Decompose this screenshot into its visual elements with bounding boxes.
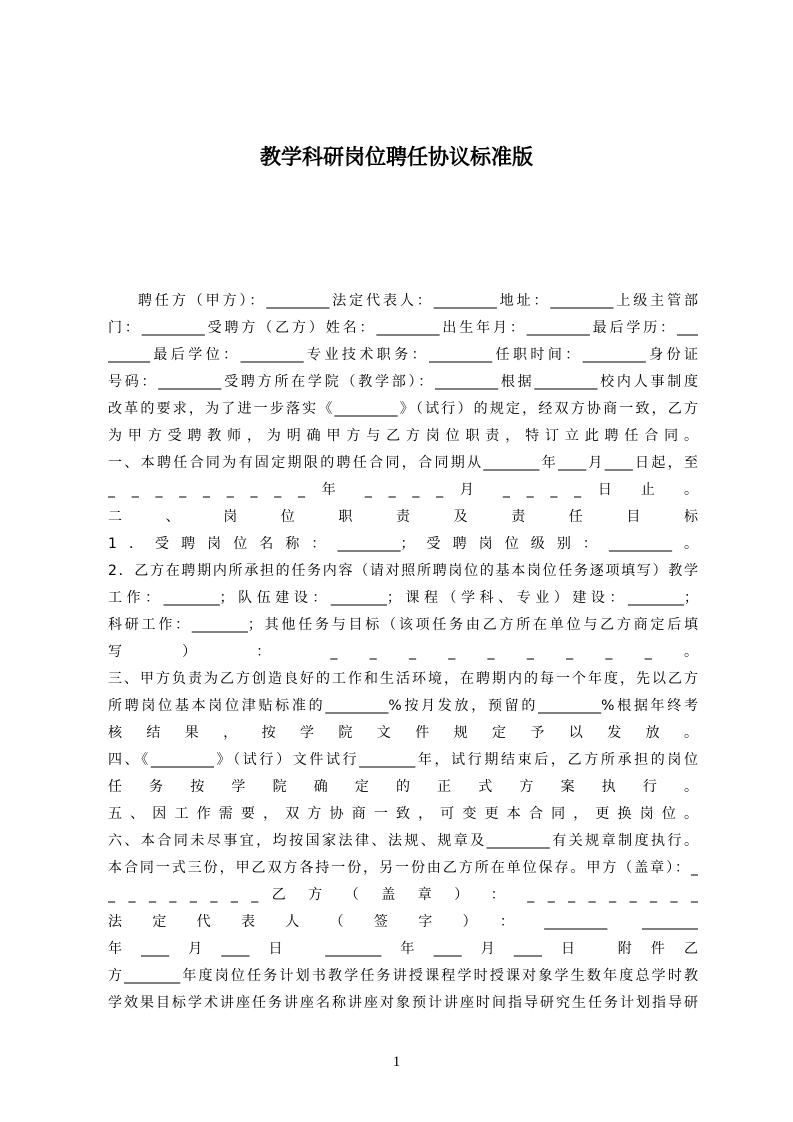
- text-line: 门：_________受聘方（乙方）姓名：_________出生年月：_________最后学历：___: [108, 320, 698, 336]
- text-line: 核结果，按学院文件规定予以发放。: [108, 725, 698, 741]
- text-line: 方________年度岗位任务计划书教学任务讲授课程学时授课对象学生数年度总学时教: [108, 968, 698, 984]
- text-line: _ _ _ _ _ _ _ _ _ 年 _ _ _ _ 月 _ _ _ _ 日 止 。: [108, 482, 698, 498]
- text-line: 年____月____日 ________年____月____日 附件乙: [108, 941, 698, 957]
- text-line: 号码：_________受聘方所在学院（教学部）：_________根据_________校内人事制度: [108, 374, 698, 390]
- text-line: 改革的要求，为了进一步落实《_________》（试行）的规定，经双方协商一致，乙方: [108, 401, 698, 417]
- text-line: 科研工作：________；其他任务与目标（该项任务由乙方所在单位与乙方商定后填: [108, 617, 698, 633]
- text-line: 一、本聘任合同为有固定期限的聘任合同，合同期从________年____月____日起，至: [108, 455, 698, 471]
- text-line: 聘任方（甲方）：_________法定代表人：_________地址：_________上级主管部: [138, 293, 698, 309]
- text-line: 五、因工作需要，双方协商一致，可变更本合同，更换岗位。: [108, 806, 698, 822]
- text-line: 2．乙方在聘期内所承担的任务内容（请对照所聘岗位的基本岗位任务逐项填写）教学: [108, 563, 698, 579]
- text-line: 写 ） ： _ _ _ _ _ _ _ _ _ 。: [108, 644, 698, 660]
- text-line: ______最后学位：_________专业技术职务：_________任职时间：_________身份证: [108, 347, 698, 363]
- text-line: 为甲方受聘教师，为明确甲方与乙方岗位职责，特订立此聘任合同。: [108, 428, 698, 444]
- text-line: 1．受聘岗位名称：_________；受聘岗位级别：_________。: [108, 536, 698, 552]
- text-line: 四、《_________》（试行）文件试行________年，试行期结束后，乙方所承担的岗位: [108, 752, 698, 768]
- text-line: 本合同一式三份，甲乙双方各持一份，另一份由乙方所在单位保存。甲方（盖章）：_: [108, 860, 698, 876]
- text-line: 六、本合同未尽事宜，均按国家法律、法规、规章及_________有关规章制度执行。: [108, 833, 698, 849]
- document-body: [108, 288, 698, 1017]
- text-line: 工作：________；队伍建设：________；课程（学科、专业）建设：________；: [108, 590, 698, 606]
- text-line: 法定代表人（签字）：_________ ________: [108, 914, 698, 930]
- document-title: 教学科研岗位聘任协议标准版: [260, 145, 533, 169]
- text-line: 任务按学院确定的正式方案执行。: [108, 779, 698, 795]
- text-line: _ _ _ _ _ _ _ _ 乙 方 （ 盖 章 ） ： _ _ _ _ _ _ _ _ _: [108, 887, 698, 903]
- text-line: 所聘岗位基本岗位津贴标准的_________%按月发放，预留的_________%根据年终考: [108, 698, 698, 714]
- text-line: 学效果目标学术讲座任务讲座名称讲座对象预计讲座时间指导研究生任务计划指导研: [108, 995, 698, 1011]
- page-number: 1: [392, 1054, 401, 1070]
- text-line: 三、甲方负责为乙方创造良好的工作和生活环境，在聘期内的每一个年度，先以乙方: [108, 671, 698, 687]
- text-line: 二 、 岗 位 职 责 及 责 任 目 标: [108, 509, 698, 525]
